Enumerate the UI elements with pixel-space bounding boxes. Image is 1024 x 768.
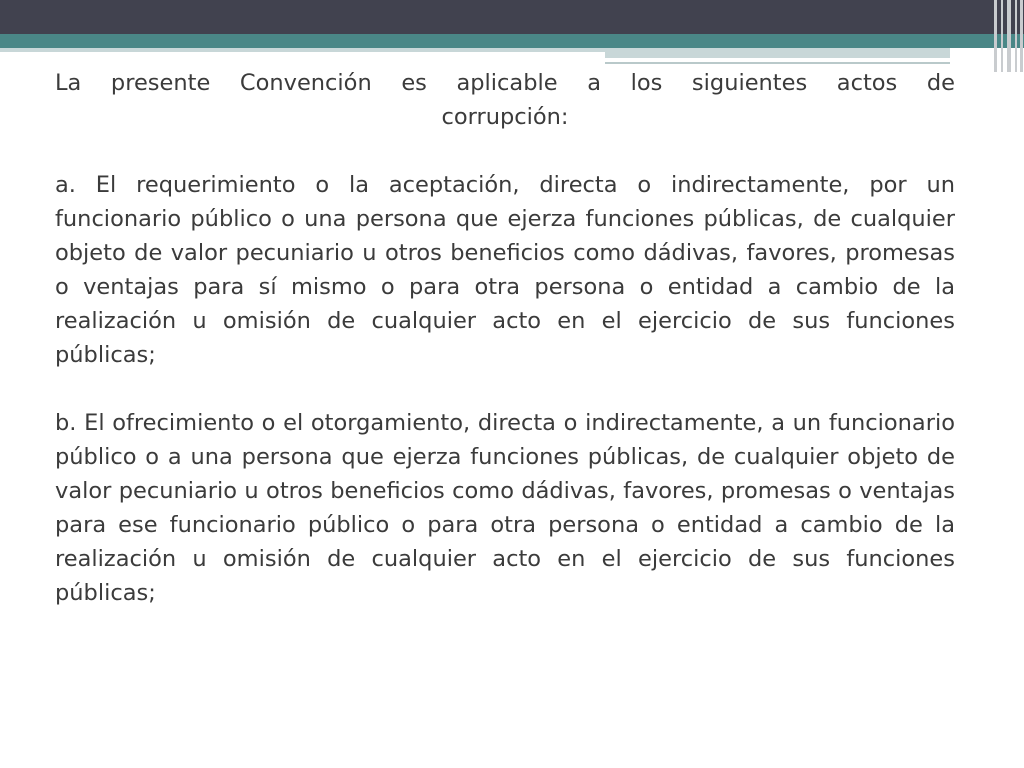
intro-paragraph [55, 66, 955, 134]
header-accent-line [605, 62, 950, 64]
item-a-paragraph: a. El requerimiento o la aceptación, directa o indirectamente, por un funcionario público o una persona que ejerza funciones públicas, de cualquier objeto de valor pecuniario u otros beneficios como dádivas, favores, promesas o ventajas para sí mismo o para otra persona o entidad a cambio de la realización u omisión de cualquier acto en el ejercicio de sus funciones públicas; [55, 172, 955, 368]
intro-line-1: La presente Convención es aplicable a los siguientes actos de [55, 70, 955, 96]
slide-body [55, 66, 955, 610]
header-dark-band [0, 0, 1024, 34]
intro-line-2: corrupción: [441, 104, 569, 130]
item-b-paragraph: b. El ofrecimiento o el otorgamiento, directa o indirectamente, a un funcionario público o a una persona que ejerza funciones públicas, de cualquier objeto de valor pecuniario u otros beneficios como dádivas, favores, promesas o ventajas para ese funcionario público o para otra persona o entidad a cambio de la realización u omisión de cualquier acto en el ejercicio de sus funciones públicas; [55, 410, 955, 606]
decorative-lines [988, 0, 1024, 72]
header-teal-band [0, 34, 1024, 48]
header-light-strip [0, 48, 605, 52]
header-accent-strip [605, 48, 950, 58]
